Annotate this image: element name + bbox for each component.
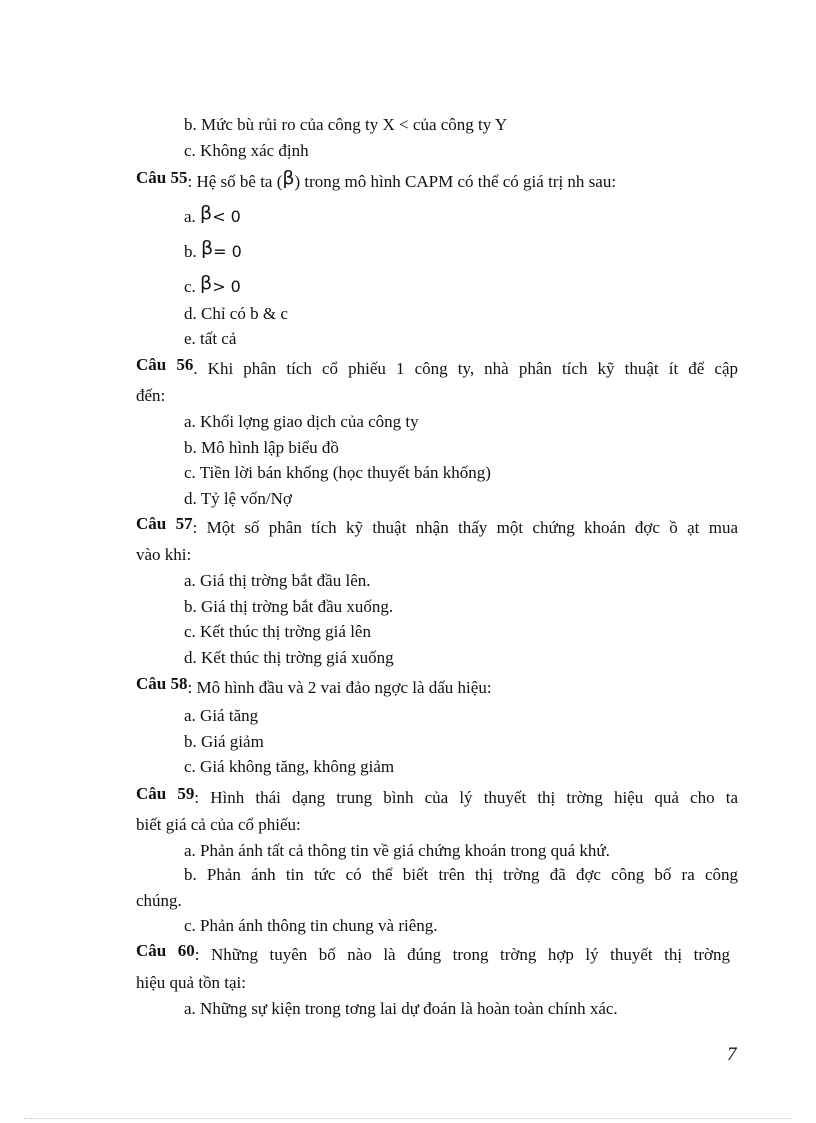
question-number: Câu 60 [136, 941, 195, 960]
option-line: a. Những sự kiện trong tơng lai dự đoán là hoàn toàn chính xác. [184, 999, 618, 1018]
option-letter: b. [184, 242, 201, 261]
question-text: : Một số phân tích kỹ thuật nhận thấy một chứng khoán đợc ồ ạt mua [192, 518, 739, 537]
question-text: : Hình thái dạng trung bình của lý thuyết thị trờng hiệu quả cho ta [194, 788, 738, 807]
option-line: c. Không xác định [184, 141, 309, 160]
math-relation: > 0 [212, 277, 241, 296]
question-60 [136, 941, 730, 966]
math-relation: = 0 [213, 242, 242, 261]
option-line: b. Mức bù rủi ro của công ty X < của công ty Y [184, 115, 508, 134]
question-57 [136, 514, 739, 539]
question-number: Câu 59 [136, 784, 195, 803]
option-line: c. Phản ánh thông tin chung và riêng. [184, 916, 438, 935]
option-line: b. Giá giảm [184, 732, 264, 751]
option-line: d. Tỷ lệ vốn/Nợ [184, 489, 292, 508]
footer-divider [24, 1118, 792, 1119]
question-text: : Hệ số bê ta ( [187, 172, 283, 191]
option-line: e. tất cả [184, 329, 237, 348]
option-line [184, 202, 241, 228]
question-55 [136, 167, 617, 193]
option-line: d. Kết thúc thị trờng giá xuống [184, 648, 394, 667]
question-number: Câu 57 [136, 514, 193, 533]
question-continuation: hiệu quả tồn tại: [136, 973, 247, 992]
option-line: a. Phản ánh tất cả thông tin về giá chứng khoán trong quá khứ. [184, 841, 610, 860]
math-relation: < 0 [212, 207, 241, 226]
option-line: a. Khối lợng giao dịch của công ty [184, 412, 419, 431]
beta-symbol: β [200, 272, 213, 294]
question-number: Câu 56 [136, 355, 194, 374]
option-continuation: chúng. [136, 891, 182, 910]
beta-symbol: β [201, 237, 214, 259]
option-line: b. Giá thị trờng bắt đầu xuống. [184, 597, 394, 616]
question-continuation: vào khi: [136, 545, 192, 564]
page-number: 7 [727, 1044, 737, 1065]
question-number: Câu 55 [136, 168, 188, 187]
question-number: Câu 58 [136, 674, 188, 693]
option-line [184, 272, 241, 298]
question-text: ) trong mô hình CAPM có thể có giá trị nh sau: [294, 172, 617, 191]
question-continuation: đến: [136, 386, 166, 405]
question-56 [136, 355, 738, 380]
option-line: b. Mô hình lập biểu đồ [184, 438, 339, 457]
option-line: a. Giá tăng [184, 706, 259, 725]
question-continuation: biết giá cả của cổ phiếu: [136, 815, 301, 834]
option-line: c. Kết thúc thị trờng giá lên [184, 622, 371, 641]
option-line [184, 237, 242, 263]
option-line: a. Giá thị trờng bắt đầu lên. [184, 571, 371, 590]
option-line: d. Chỉ có b & c [184, 304, 288, 323]
question-text: : Mô hình đầu và 2 vai đảo ngợc là dấu hiệu: [187, 678, 492, 697]
option-line: c. Tiền lời bán khống (học thuyết bán khống) [184, 463, 491, 482]
option-line: b. Phản ánh tin tức có thể biết trên thị trờng đã đợc công bố ra công [184, 865, 738, 884]
question-58 [136, 674, 492, 699]
question-text: : Những tuyên bố nào là đúng trong trờng hợp lý thuyết thị trờng [194, 945, 730, 964]
option-letter: c. [184, 277, 201, 296]
question-text: . Khi phân tích cổ phiếu 1 công ty, nhà phân tích kỹ thuật ít để cập [193, 359, 738, 378]
beta-symbol: β [282, 167, 295, 189]
question-59 [136, 784, 738, 809]
option-line: c. Giá không tăng, không giảm [184, 757, 395, 776]
beta-symbol: β [200, 202, 213, 224]
option-letter: a. [184, 207, 201, 226]
